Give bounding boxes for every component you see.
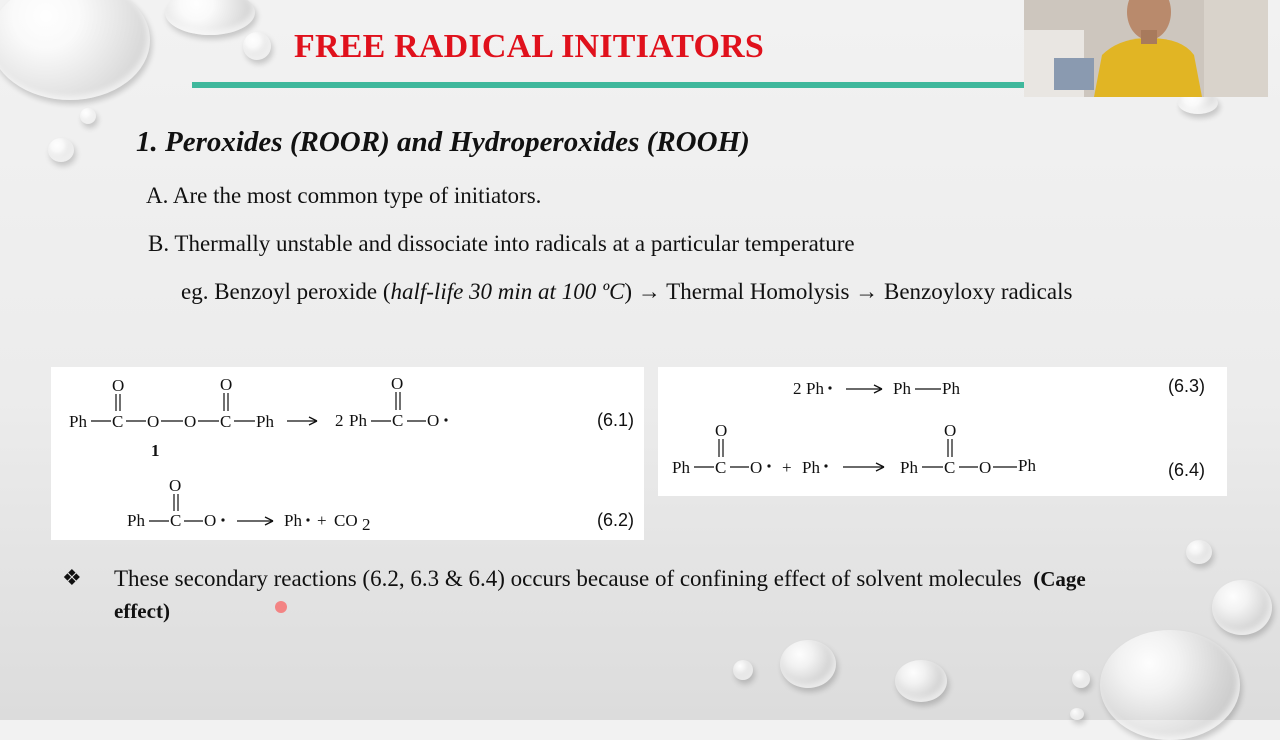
bullet-paragraph bbox=[114, 563, 1094, 627]
c-text: C bbox=[392, 411, 404, 430]
ph-text: Ph bbox=[127, 511, 145, 530]
c-text: C bbox=[170, 511, 182, 530]
example-prefix: eg. Benzoyl peroxide ( bbox=[181, 279, 391, 304]
compound-number: 1 bbox=[151, 441, 160, 460]
o-text: O bbox=[147, 412, 160, 431]
ph-text: Ph bbox=[802, 458, 820, 477]
co2-text: CO bbox=[334, 511, 358, 530]
o-text: O bbox=[169, 476, 182, 495]
ph-text: Ph bbox=[284, 511, 302, 530]
ph-text: Ph bbox=[1018, 456, 1036, 475]
o-text: O bbox=[427, 411, 440, 430]
c-text: C bbox=[715, 458, 727, 477]
water-drop bbox=[1212, 580, 1272, 635]
ph-text: Ph bbox=[806, 379, 824, 398]
water-drop bbox=[1186, 540, 1212, 564]
water-drop bbox=[165, 0, 255, 35]
o-text: O bbox=[750, 458, 763, 477]
o-text: O bbox=[391, 374, 404, 393]
water-drop bbox=[780, 640, 836, 688]
o-text: O bbox=[184, 412, 197, 431]
eq-6-4-label: (6.4) bbox=[1168, 460, 1206, 480]
water-drop bbox=[895, 660, 947, 702]
laser-pointer-icon bbox=[275, 601, 287, 613]
equation-6-3 bbox=[793, 376, 1205, 398]
webcam-feed bbox=[1024, 0, 1268, 97]
eq-6-3-label: (6.3) bbox=[1168, 376, 1206, 396]
ph-text: Ph bbox=[893, 379, 911, 398]
title-underline bbox=[192, 82, 1032, 88]
water-drop bbox=[1072, 670, 1090, 688]
ph-text: Ph bbox=[349, 411, 367, 430]
ph-text: Ph bbox=[69, 412, 87, 431]
cage-effect-label: (Cage effect) bbox=[114, 567, 1086, 623]
o-text: O bbox=[112, 376, 125, 395]
equations-6-3-6-4 bbox=[658, 367, 1227, 496]
o-text: O bbox=[220, 375, 233, 394]
water-drop bbox=[48, 138, 74, 162]
presenter-video bbox=[1024, 0, 1268, 97]
equation-6-2 bbox=[127, 476, 634, 534]
coefficient-two: 2 bbox=[335, 411, 344, 430]
ph-text: Ph bbox=[672, 458, 690, 477]
equation-panel-left bbox=[51, 367, 644, 540]
water-drop bbox=[733, 660, 753, 680]
equation-6-1 bbox=[69, 374, 634, 460]
point-a: A. Are the most common type of initiators. bbox=[146, 183, 542, 208]
equation-panel-right bbox=[658, 367, 1227, 496]
eq-6-1-label: (6.1) bbox=[597, 410, 635, 430]
bullet-icon: ❖ bbox=[62, 565, 82, 590]
point-b: B. Thermally unstable and dissociate into radicals at a particular temperature bbox=[148, 231, 855, 256]
equations-6-1-6-2 bbox=[51, 367, 644, 540]
co2-subscript: 2 bbox=[362, 515, 371, 534]
section-heading: 1. Peroxides (ROOR) and Hydroperoxides (ROOH) bbox=[136, 126, 750, 158]
ph-text: Ph bbox=[900, 458, 918, 477]
c-text: C bbox=[220, 412, 232, 431]
c-text: C bbox=[112, 412, 124, 431]
example-halflife: half-life 30 min at 100 ºC bbox=[390, 279, 625, 304]
ph-text: Ph bbox=[942, 379, 960, 398]
o-text: O bbox=[204, 511, 217, 530]
o-text: O bbox=[944, 421, 957, 440]
water-drop bbox=[80, 108, 96, 124]
slide-title: FREE RADICAL INITIATORS bbox=[294, 28, 765, 65]
c-text: C bbox=[944, 458, 956, 477]
o-text: O bbox=[715, 421, 728, 440]
ph-text: Ph bbox=[256, 412, 274, 431]
equation-6-4 bbox=[672, 421, 1205, 480]
water-drop bbox=[243, 32, 271, 60]
water-drop bbox=[0, 0, 150, 100]
o-text: O bbox=[979, 458, 992, 477]
coefficient-two: 2 bbox=[793, 379, 802, 398]
plus-sign: + bbox=[782, 458, 792, 477]
example-suffix: ) → Thermal Homolysis → Benzoyloxy radicals bbox=[624, 279, 1073, 304]
eq-6-2-label: (6.2) bbox=[597, 510, 635, 530]
bullet-text: These secondary reactions (6.2, 6.3 & 6.4) occurs because of confining effect of solvent molecules bbox=[114, 566, 1022, 591]
water-drop bbox=[1100, 630, 1240, 740]
water-drop bbox=[1070, 708, 1084, 720]
example-line bbox=[181, 279, 1072, 305]
plus-sign: + bbox=[317, 511, 327, 530]
